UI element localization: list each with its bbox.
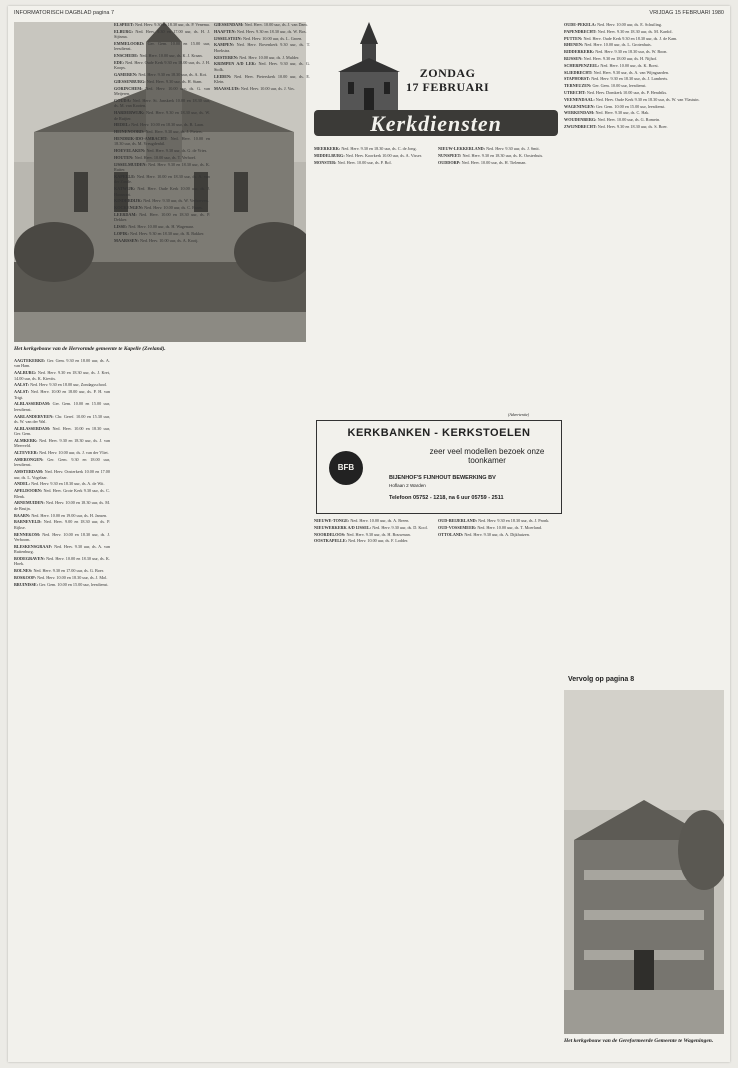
listing-place: MAASSLUIS: (214, 85, 240, 91)
listing-place: SLIEDRECHT: (564, 69, 593, 75)
listing-entry: IJSSELSTEIN: Ned. Herv. 10.00 uur, ds. L. Groen. (214, 35, 303, 41)
listing-place: TERNEUZEN: (564, 83, 592, 89)
listing-column-4b (438, 146, 560, 406)
ad-subtitle: zeer veel modellen bezoek onze toonkamer (429, 447, 545, 465)
listing-place: PAPENDRECHT: (564, 28, 597, 34)
listing-entry: RIJSSEN: Ned. Herv. 9.30 en 18.00 uur, ds. H. Nijhof. (564, 55, 658, 61)
ad-phone: Telefoon 05752 - 1218, na 6 uur 05759 - 2511 (389, 495, 504, 501)
ad-title: KERKBANKEN - KERKSTOELEN (347, 427, 531, 439)
listing-entry: EDE: Ned. Herv. Oude Kerk 9.30 en 18.00 uur, ds. J. H. Koops. (114, 60, 210, 71)
listing-entry: HOEVELAKEN: Ned. Herv. 9.30 uur, ds. G. de Vries. (114, 148, 208, 154)
listing-place: ALBLASSERDAM: (14, 401, 51, 407)
listing-entry: LEIDEN: Ned. Herv. Pieterskerk 10.00 uur, ds. E. Klein. (214, 73, 310, 84)
listing-entry: HENDRIK-IDO-AMBACHT: Ned. Herv. 10.00 en 18.30 uur, ds. M. Vreugdenhil. (114, 136, 210, 147)
listing-place: ELSPEET: (114, 22, 134, 27)
listing-place: KRIMPEN A/D LEK: (214, 61, 257, 67)
listing-entry: SLIEDRECHT: Ned. Herv. 9.30 uur, ds. A. van Wijngaarden. (564, 69, 669, 75)
listing-entry: AMSTERDAM: Ned. Herv. Oosterkerk 10.00 en 17.00 uur, ds. L. Vogelaar. (14, 469, 110, 480)
listing-place: ALMKERK: (14, 438, 38, 444)
listing-place: ENSCHEDE: (114, 53, 139, 59)
listing-place: AALST: (14, 382, 30, 388)
listing-place: BENNEKOM: (14, 531, 41, 537)
ad-company: BIJENHOF'S FIJNHOUT BEWERKING BV (389, 475, 496, 481)
listing-entry: HEINENOORD: Ned. Herv. 9.30 uur, ds. J. Pieters. (114, 129, 203, 135)
listing-place: MEERKERK: (314, 146, 341, 151)
listing-entry: BARNEVELD: Ned. Herv. 9.00 en 18.30 uur, ds. P. Rijkse. (14, 519, 110, 530)
listing-place: RHENEN: (564, 42, 584, 48)
listing-entry: RIDDERKERK: Ned. Herv. 9.30 en 18.30 uur, ds. W. Boon. (564, 49, 668, 55)
running-header-left: INFORMATORISCH DAGBLAD pagina 7 (14, 10, 115, 16)
listing-column-6 (564, 22, 724, 670)
listing-place: AMSTERDAM: (14, 469, 44, 475)
listing-entry: AALST: Ned. Herv. 9.30 en 18.00 uur, Zondagsschool. (14, 382, 108, 388)
listing-entry: PAPENDRECHT: Ned. Herv. 9.30 en 18.30 uur, ds. M. Kardol. (564, 28, 673, 34)
listing-entry: OTTOLAND: Ned. Herv. 9.30 uur, ds. A. Dijkhuizen. (438, 531, 530, 537)
listing-entry: ELSPEET: Ned. Herv. 9.30 en 18.30 uur, ds. P. Venema. (114, 22, 210, 27)
listing-place: WERKENDAM: (564, 110, 595, 116)
listing-entry: GIESSENDAM: Ned. Herv. 10.00 uur, ds. J. van Dam. (214, 22, 308, 27)
listing-entry: NOORDELOOS: Ned. Herv. 9.30 uur, ds. H. Bouwman. (314, 531, 411, 537)
listing-place: AARLANDERVEEN: (14, 413, 54, 419)
listing-entry: HAAFTEN: Ned. Herv. 9.30 en 18.30 uur, ds. W. Bos. (214, 28, 307, 34)
listing-place: OUD-VOSSEMEER: (438, 524, 477, 530)
listing-place: ANDEL: (14, 481, 31, 487)
listing-place: EMMELOORD: (114, 41, 145, 46)
listing-entry: OUDE-PEKELA: Ned. Herv. 10.00 uur, ds. E. Schuiling. (564, 22, 662, 27)
listing-place: PUTTEN: (564, 35, 583, 41)
listing-place: GAMEREN: (114, 72, 138, 78)
listing-place: GIESSENBURG: (114, 79, 146, 84)
listing-entry: AALST: Ned. Herv. 10.00 en 18.00 uur, ds. P. H. van Trigt. (14, 389, 110, 400)
listing-entry: TERNEUZEN: Ger. Gem. 10.00 uur, leesdienst. (564, 83, 647, 89)
listing-entry: VEENENDAAL: Ned. Herv. Oude Kerk 9.30 en 18.30 uur, ds. W. van Vlastuin. (564, 96, 700, 102)
listing-place: KAPELLE: (114, 174, 136, 179)
listing-entry: WOUDENBERG: Ned. Herv. 10.00 uur, ds. G. Romein. (564, 117, 661, 123)
listing-entry: ZWIJNDRECHT: Ned. Herv. 9.30 en 18.30 uur, ds. S. Boer. (564, 123, 668, 129)
listing-place: LEIDEN: (214, 73, 232, 79)
listing-place: OUD-BEIJERLAND: (438, 518, 478, 523)
listing-entry: GIESSENBURG: Ned. Herv. 9.30 uur, ds. H. Stam. (114, 79, 203, 84)
advertisement-box (316, 420, 562, 514)
bfb-logo-icon: BFB (329, 451, 363, 485)
listing-entry: BLESKENSGRAAF: Ned. Herv. 9.30 uur, ds. A. van Ruitenburg. (14, 543, 110, 555)
listing-place: ALBLASSERDAM: (14, 425, 51, 431)
listing-place: BAARN: (14, 512, 31, 518)
listing-entry: KOCKENGEN: Ned. Herv. 10.00 uur, ds. C. Baars. (114, 205, 203, 211)
service-date-text: 17 FEBRUARI (406, 80, 490, 94)
listing-place: ZWIJNDRECHT: (564, 123, 597, 129)
listing-place: KESTEREN: (214, 54, 239, 60)
listing-place: BOLNES: (14, 568, 33, 574)
listing-column-5b (438, 518, 560, 1058)
listing-place: NIEUWE-TONGE: (314, 518, 350, 523)
advertisement-label: (Advertentie) (508, 412, 530, 417)
listing-entry: MAASSLUIS: Ned. Herv. 10.00 uur, ds. J. Vos. (214, 85, 295, 91)
listing-place: RIJSSEN: (564, 55, 583, 61)
listing-place: HEDEL: (114, 122, 131, 128)
listing-place: KATWIJK: (114, 186, 136, 192)
listing-entry: OOSTKAPELLE: Ned. Herv. 10.00 uur, ds. F. Lodder. (314, 538, 409, 544)
listing-entry: WAGENINGEN: Ger. Gem. 10.00 en 15.00 uur, leesdienst. (564, 103, 666, 109)
listing-place: MONSTER: (314, 159, 337, 165)
listing-entry: ELBURG: Ned. Herv. 9.30 en 17.00 uur, ds. H. J. Sijtsma. (114, 28, 210, 40)
listing-place: BARNEVELD: (14, 519, 42, 525)
listing-entry: APELDOORN: Ned. Herv. Grote Kerk 9.30 uur, ds. C. Blenk. (14, 488, 110, 499)
listing-entry: MONSTER: Ned. Herv. 10.00 uur, ds. P. Bol. (314, 159, 392, 165)
listing-place: HOEVELAKEN: (114, 148, 146, 154)
listing-place: LEERDAM: (114, 212, 137, 217)
listing-column-5 (314, 518, 436, 1058)
listing-entry: LISSE: Ned. Herv. 10.00 uur, ds. H. Wagenaar. (114, 224, 194, 230)
listing-place: ARNEMUIDEN: (14, 500, 45, 506)
listing-entry: BENNEKOM: Ned. Herv. 10.00 en 18.30 uur, ds. J. Verboom. (14, 531, 110, 543)
listing-entry: KATWIJK: Ned. Herv. Oude Kerk 10.00 uur, ds. J. Haasnoot. (114, 186, 210, 197)
listing-place: OUDE-PEKELA: (564, 22, 597, 27)
listing-place: AMERONGEN: (14, 457, 44, 463)
listing-entry: BODEGRAVEN: Ned. Herv. 10.00 en 18.30 uur, ds. K. Hoek. (14, 556, 110, 567)
listing-place: GORINCHEM: (114, 85, 143, 91)
listing-entry: AAGTEKERKE: Ger. Gem. 9.30 en 18.00 uur, ds. A. van Ham. (14, 358, 110, 369)
listing-place: HEINENOORD: (114, 129, 145, 135)
listing-place: RIDDERKERK: (564, 49, 595, 55)
listing-entry: KESTEREN: Ned. Herv. 10.00 uur, ds. J. Mulder. (214, 54, 300, 60)
listing-entry: GORINCHEM: Ned. Herv. 10.00 uur, ds. G. van Meijeren. (114, 85, 210, 97)
listing-entry: ENSCHEDE: Ned. Herv. 10.00 uur, ds. K. J. Kraan. (114, 53, 203, 59)
listing-entry: ALBLASSERDAM: Ned. Herv. 10.00 en 18.30 uur, Ger. Gem. (14, 425, 110, 437)
listing-entry: UTRECHT: Ned. Herv. Domkerk 10.00 uur, ds. P. Hendriks. (564, 89, 668, 95)
listing-place: ELBURG: (114, 28, 134, 34)
listing-entry: MIDDELBURG: Ned. Herv. Koorkerk 10.00 uur, ds. A. Visser. (314, 152, 422, 158)
listing-column-4 (314, 146, 436, 406)
listing-entry: EMMELOORD: Ger. Gem. 10.00 en 15.00 uur, leesdienst. (114, 41, 210, 52)
listing-entry: BOSKOOP: Ned. Herv. 10.00 en 18.30 uur, ds. J. Mol. (14, 575, 108, 581)
listing-entry: GOUDA: Ned. Herv. St. Janskerk 10.00 en 18.30 uur, ds. M. van Kooten. (114, 98, 210, 109)
listing-entry: OUD-BEIJERLAND: Ned. Herv. 9.30 en 18.30 uur, ds. J. Pronk. (438, 518, 550, 523)
listing-entry: ANDEL: Ned. Herv. 9.30 en 18.30 uur, ds. A. de Wit. (14, 481, 105, 487)
listing-entry: KAPELLE: Ned. Herv. 10.00 en 18.30 uur, ds. A. van der Zande. (114, 174, 210, 185)
listing-place: BODEGRAVEN: (14, 556, 45, 562)
listing-place: NIEUW-LEKKERLAND: (438, 146, 486, 151)
listing-place: LISSE: (114, 224, 128, 230)
listing-place: OUDDORP: (438, 159, 461, 165)
listing-place: MIDDELBURG: (314, 152, 345, 158)
listing-entry: PUTTEN: Ned. Herv. Oude Kerk 9.30 en 18.30 uur, ds. J. de Kam. (564, 35, 678, 41)
listing-place: NUNSPEET: (438, 152, 462, 158)
listing-entry: HARDERWIJK: Ned. Herv. 9.30 en 18.30 uur, ds. W. de Ruijter. (114, 110, 210, 121)
ad-address: Hoflaan 2 Warden (389, 483, 426, 488)
listing-place: LOPIK: (114, 231, 129, 236)
caption-left-photo: Het kerkgebouw van de Hervormde gemeente te Kapelle (Zeeland). (14, 346, 166, 352)
title-banner (314, 110, 558, 136)
listing-entry: NIEUW-LEKKERLAND: Ned. Herv. 9.30 uur, ds. J. Smit. (438, 146, 540, 151)
listing-place: STAPHORST: (564, 76, 591, 82)
listing-entry: HEDEL: Ned. Herv. 10.00 en 18.30 uur, ds. B. Laan. (114, 122, 204, 128)
listing-place: IJSSELSTEIN: (214, 35, 242, 41)
listing-place: KOCKENGEN: (114, 205, 144, 211)
listing-place: AALBURG: (14, 370, 37, 376)
listing-place: KAMPEN: (214, 42, 235, 48)
listing-entry: OUD-VOSSEMEER: Ned. Herv. 10.00 uur, ds. T. Moerland. (438, 524, 543, 530)
listing-column-3 (214, 22, 310, 1058)
listing-place: ALTEVEER: (14, 450, 39, 456)
listing-place: BLESKENSGRAAF: (14, 543, 53, 549)
listing-entry: BRUINISSE: Ger. Gem. 10.00 en 15.00 uur, leesdienst. (14, 581, 109, 587)
listing-place: HOUTEN: (114, 155, 134, 160)
listing-entry: AARLANDERVEEN: Chr. Geref. 10.00 en 15.30 uur, ds. W. van der Wal. (14, 413, 110, 425)
listing-entry: NUNSPEET: Ned. Herv. 9.30 en 18.30 uur, ds. K. Oosterhuis. (438, 152, 544, 158)
listing-entry: BOLNES: Ned. Herv. 9.30 en 17.00 uur, ds. G. Boer. (14, 568, 104, 574)
listing-entry: WERKENDAM: Ned. Herv. 9.30 uur, ds. C. Hak. (564, 110, 650, 116)
listing-entry: IJSSELMUIDEN: Ned. Herv. 9.30 en 18.30 uur, ds. K. Ruiter. (114, 161, 210, 173)
listing-column-2 (114, 22, 210, 1058)
page-title: Kerkdiensten (370, 111, 502, 136)
listing-column-1 (14, 358, 110, 1058)
service-day: ZONDAG (419, 66, 476, 80)
listing-entry: ARNEMUIDEN: Ned. Herv. 10.00 en 18.30 uur, ds. M. de Bruijn. (14, 500, 110, 511)
continuation-note: Vervolg op pagina 8 (568, 676, 635, 683)
listing-place: IJSSELMUIDEN: (114, 161, 147, 167)
masthead (314, 22, 558, 140)
listing-entry: NIEUWERKERK A/D IJSSEL: Ned. Herv. 9.30 uur, ds. D. Kool. (314, 524, 428, 530)
listing-place: OOSTKAPELLE: (314, 538, 348, 544)
listing-place: AALST: (14, 389, 30, 395)
listing-place: AAGTEKERKE: (14, 358, 46, 363)
listing-entry: KAMPEN: Ned. Herv. Bovenkerk 9.30 uur, ds. T. Hoekstra. (214, 42, 310, 53)
listing-entry: LEERDAM: Ned. Herv. 10.00 en 18.30 uur, ds. P. Dekker. (114, 212, 210, 223)
listing-place: HARDERWIJK: (114, 110, 145, 116)
listing-entry: AMERONGEN: Ger. Gem. 9.30 en 18.00 uur, leesdienst. (14, 457, 110, 468)
listing-entry: BAARN: Ned. Herv. 10.00 en 19.00 uur, ds. H. Jansen. (14, 512, 108, 518)
listing-place: VEENENDAAL: (564, 96, 595, 102)
listing-entry: KINDERDIJK: Ned. Herv. 9.30 uur, ds. W. Verhoeven. (114, 198, 209, 204)
listing-entry: GAMEREN: Ned. Herv. 9.30 en 18.30 uur, ds. A. Kot. (114, 72, 207, 78)
listing-entry: ALBLASSERDAM: Ger. Gem. 10.00 en 15.00 uur, leesdienst. (14, 401, 110, 412)
listing-place: GIESSENDAM: (214, 22, 244, 27)
listing-place: NIEUWERKERK A/D IJSSEL: (314, 524, 372, 530)
listing-place: HENDRIK-IDO-AMBACHT: (114, 136, 168, 141)
listing-entry: RHENEN: Ned. Herv. 10.00 uur, ds. L. Grotenhuis. (564, 42, 652, 48)
listing-entry: AALBURG: Ned. Herv. 9.30 en 18.30 uur, ds. J. Kret, 14.00 uur, ds. K. Kievits. (14, 370, 110, 381)
listing-entry: OUDDORP: Ned. Herv. 10.00 uur, ds. H. Tieleman. (438, 159, 527, 165)
listing-entry: ALTEVEER: Ned. Herv. 10.00 uur, ds. J. van der Vliet. (14, 450, 109, 456)
listing-entry: LOPIK: Ned. Herv. 9.30 en 18.30 uur, ds. R. Bakker. (114, 231, 205, 236)
listing-place: UTRECHT: (564, 89, 586, 95)
listing-entry: ALMKERK: Ned. Herv. 9.30 en 18.30 uur, ds. J. van Meerveld. (14, 438, 110, 449)
listing-entry: KRIMPEN A/D LEK: Ned. Herv. 9.30 uur, ds. G. Stolk. (214, 61, 310, 72)
listing-place: APELDOORN: (14, 488, 43, 494)
listing-entry: NIEUWE-TONGE: Ned. Herv. 10.00 uur, ds. A. Breen. (314, 518, 410, 523)
listing-entry: STAPHORST: Ned. Herv. 9.30 en 18.30 uur, ds. J. Lamberts. (564, 76, 669, 82)
listing-place: HAAFTEN: (214, 28, 236, 34)
caption-right-photo: Het kerkgebouw van de Gereformeerde Gemeente te Wageningen. (564, 1038, 714, 1044)
listing-place: SCHERPENZEEL: (564, 62, 600, 68)
listing-place: BOSKOOP: (14, 575, 37, 581)
listing-place: WOUDENBERG: (564, 117, 597, 123)
running-header-right: VRIJDAG 15 FEBRUARI 1980 (649, 10, 724, 16)
listing-place: EDE: (114, 60, 125, 65)
church-photo-right-image (564, 690, 724, 1034)
listing-place: WAGENINGEN: (564, 103, 595, 109)
listing-place: OTTOLAND: (438, 531, 464, 537)
newspaper-page (8, 6, 730, 1062)
listing-place: KINDERDIJK: (114, 198, 143, 204)
listing-entry: HOUTEN: Ned. Herv. 10.00 uur, ds. T. Verhoef. (114, 155, 197, 160)
running-header (14, 10, 724, 20)
listing-entry: SCHERPENZEEL: Ned. Herv. 10.00 uur, ds. K. Borst. (564, 62, 659, 68)
listing-place: BRUINISSE: (14, 581, 38, 587)
church-photo-right (564, 690, 724, 1034)
listing-entry: MEERKERK: Ned. Herv. 9.30 en 18.30 uur, ds. C. de Jong. (314, 146, 417, 151)
listing-place: MAARSSEN: (114, 237, 139, 243)
listing-entry: MAARSSEN: Ned. Herv. 10.00 uur, ds. A. Kooij. (114, 237, 199, 243)
church-illustration-icon (334, 22, 404, 118)
service-date (406, 66, 489, 94)
listing-place: GOUDA: (114, 98, 131, 103)
listing-place: NOORDELOOS: (314, 531, 346, 537)
